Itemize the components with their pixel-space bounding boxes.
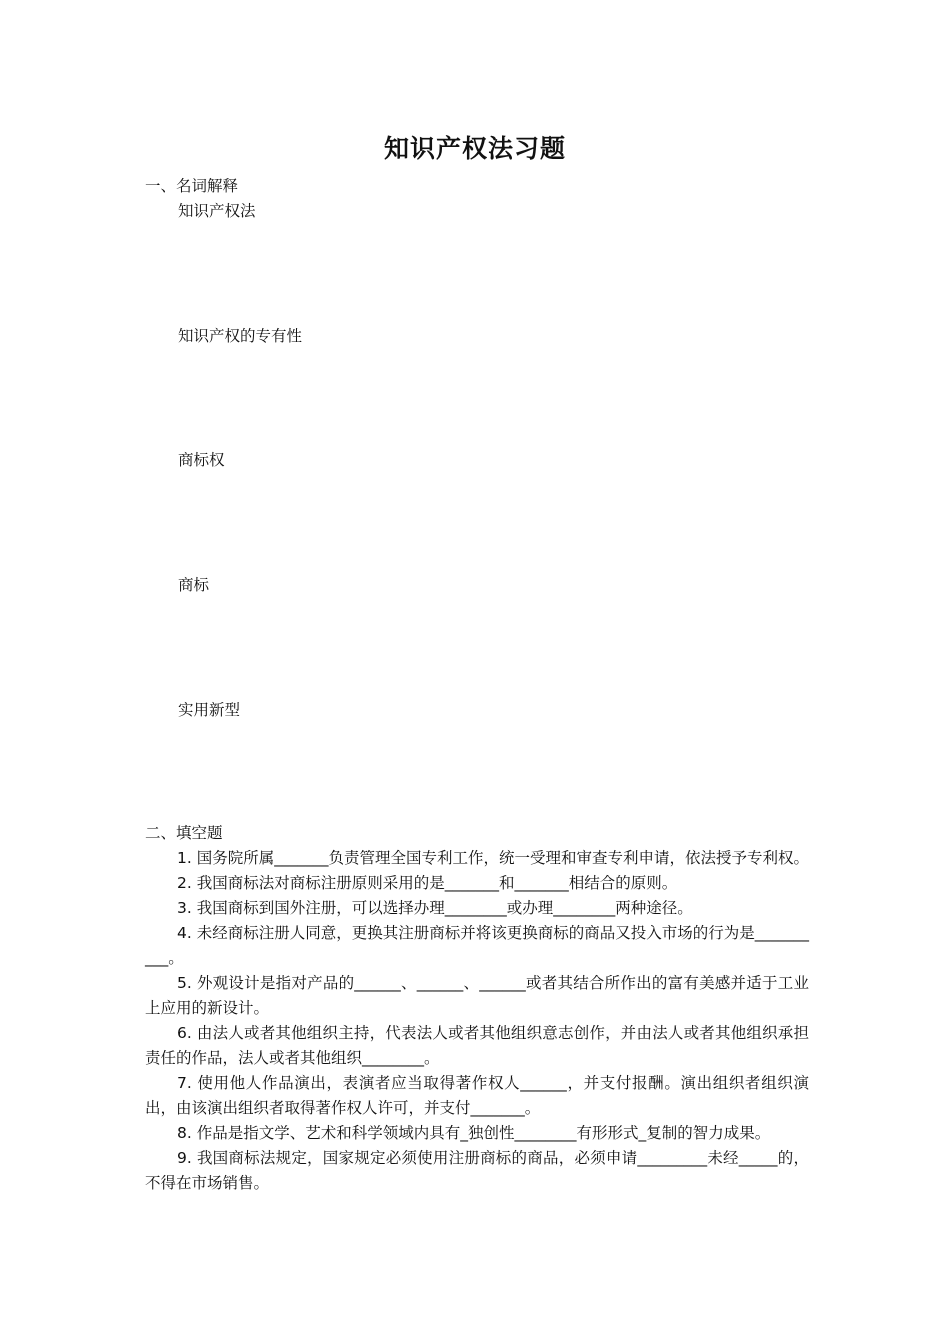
question-list	[145, 846, 809, 1196]
term-item: 知识产权法	[178, 202, 256, 220]
question-item: 4. 未经商标注册人同意，更换其注册商标并将该更换商标的商品又投入市场的行为是__________。	[145, 924, 809, 967]
question-item: 6. 由法人或者其他组织主持，代表法人或者其他组织意志创作，并由法人或者其他组织承担责任的作品，法人或者其他组织________。	[145, 1024, 809, 1067]
question-item: 3. 我国商标到国外注册，可以选择办理________或办理________两种途径。	[177, 899, 693, 917]
term-item: 商标	[178, 576, 210, 594]
question-item: 5. 外观设计是指对产品的______、______、______或者其结合所作出的富有美感并适于工业上应用的新设计。	[145, 974, 809, 1017]
document-title: 知识产权法习题	[383, 134, 566, 163]
term-item: 知识产权的专有性	[178, 327, 303, 345]
term-item: 商标权	[178, 451, 225, 469]
section-heading-definitions: 一、名词解释	[145, 177, 239, 195]
question-item: 7. 使用他人作品演出，表演者应当取得著作权人______，并支付报酬。演出组织者组织演出，由该演出组织者取得著作权人许可，并支付_______。	[145, 1074, 809, 1117]
question-item: 2. 我国商标法对商标注册原则采用的是_______和_______相结合的原则。	[177, 874, 678, 892]
question-item: 9. 我国商标法规定，国家规定必须使用注册商标的商品，必须申请_________未经_____的，不得在市场销售。	[145, 1149, 809, 1192]
question-item: 1. 国务院所属_______负责管理全国专利工作，统一受理和审查专利申请，依法授予专利权。	[177, 849, 809, 867]
section-heading-fill-in: 二、填空题	[145, 824, 223, 842]
term-item: 实用新型	[178, 701, 241, 719]
question-item: 8. 作品是指文学、艺术和科学领域内具有_独创性________有形形式_复制的智力成果。	[177, 1124, 771, 1142]
